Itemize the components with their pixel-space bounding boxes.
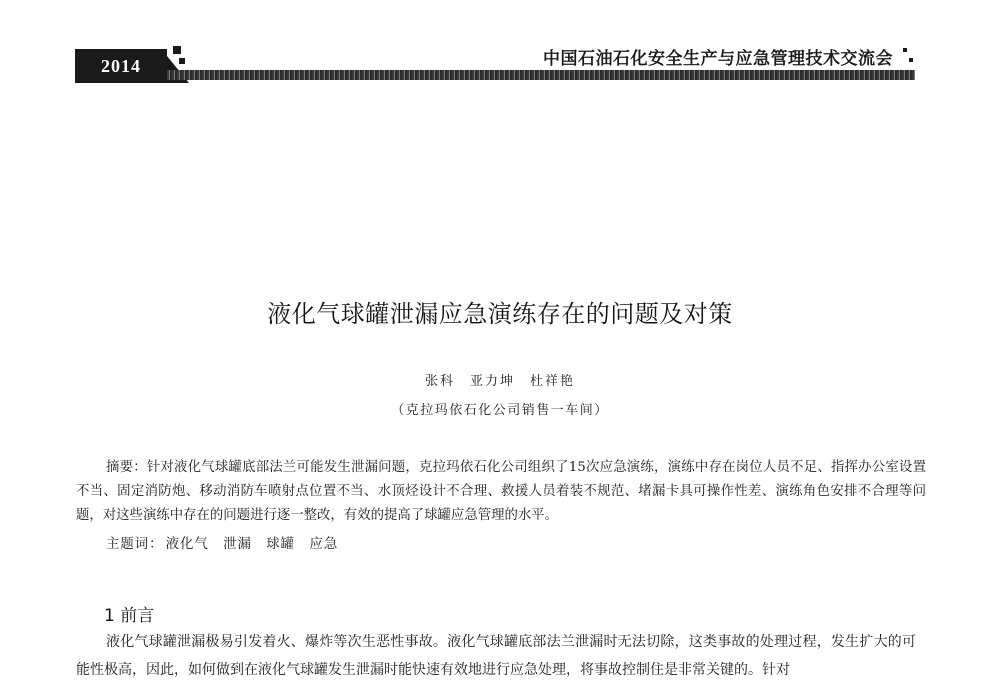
author-affiliation: （克拉玛依石化公司销售一车间） (391, 403, 609, 418)
author-list: 张科 亚力坤 杜祥艳 (424, 374, 575, 389)
header-rule (167, 70, 915, 80)
header-ornament-dot (909, 58, 913, 62)
keywords-value: 液化气 泄漏 球罐 应急 (165, 537, 339, 552)
header-ornament-square (179, 58, 185, 64)
body-paragraph: 液化气球罐泄漏极易引发着火、爆炸等次生恶性事故。液化气球罐底部法兰泄漏时无法切除，这类事故的处理过程，发生扩大的可能性极高，因此，如何做到在液化气球罐发生泄漏时能快速有效地进行应急处理，将事故控制住是非常关键的。针对 (76, 634, 916, 678)
abstract (76, 456, 926, 528)
header-ornament-square (173, 46, 181, 54)
abstract-label: 摘要： (106, 460, 147, 475)
keywords-label: 主题词： (106, 537, 164, 552)
paper-title: 液化气球罐泄漏应急演练存在的问题及对策 (267, 300, 733, 328)
running-header (75, 44, 915, 86)
section-heading: 1 前言 (104, 606, 155, 626)
abstract-text: 针对液化气球罐底部法兰可能发生泄漏问题，克拉玛依石化公司组织了15次应急演练，演练中存在岗位人员不足、指挥办公室设置不当、固定消防炮、移动消防车喷射点位置不当、水顶烃设计不合理、救援人员着装不规范、堵漏卡具可操作性差、演练角色安排不合理等问题，对这些演练中存在的问题进行逐一整改，有效的提高了球罐应急管理的水平。 (76, 460, 926, 523)
header-ornament-dot (903, 48, 907, 52)
year-badge: 2014 (75, 49, 167, 83)
keywords (106, 533, 338, 552)
conference-title: 中国石油石化安全生产与应急管理技术交流会 (539, 44, 897, 69)
